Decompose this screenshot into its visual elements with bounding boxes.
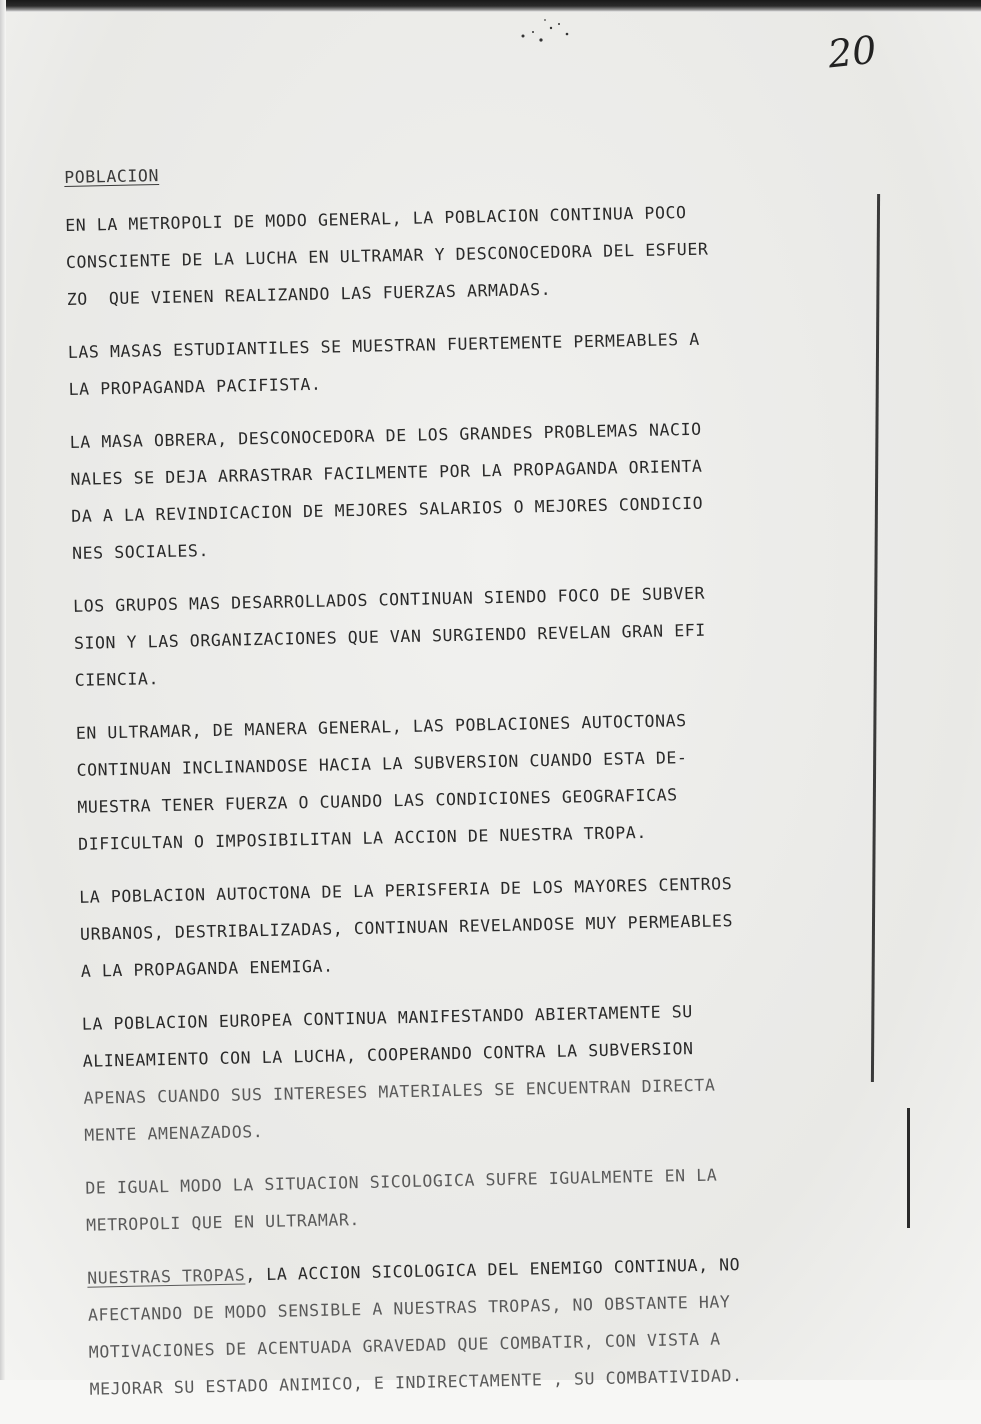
text-line: ALINEAMIENTO CON LA LUCHA, COOPERANDO CONTRA LA SUBVERSION <box>82 1039 694 1071</box>
text-line: CIENCIA. <box>74 669 160 690</box>
text-line: CONSCIENTE DE LA LUCHA EN ULTRAMAR Y DESCONOCEDORA DEL ESFUER <box>65 239 709 272</box>
text-line: ZO QUE VIENEN REALIZANDO LAS FUERZAS ARMADAS. <box>66 279 552 309</box>
section-heading: POBLACION <box>64 166 160 187</box>
text-line: A LA PROPAGANDA ENEMIGA. <box>80 956 334 981</box>
text-line: METROPOLI QUE EN ULTRAMAR. <box>85 1210 361 1235</box>
paragraph <box>73 571 905 699</box>
text-line: URBANOS, DESTRIBALIZADAS, CONTINUAN REVELANDOSE MUY PERMEABLES <box>79 911 734 944</box>
paragraph <box>67 317 898 408</box>
paragraph <box>82 988 915 1153</box>
page-top-shadow <box>0 0 981 12</box>
paragraph <box>75 697 908 862</box>
document-text <box>64 151 920 1424</box>
text-line: EN LA METROPOLI DE MODO GENERAL, LA POBLACION CONTINUA POCO <box>65 202 687 235</box>
text-line-rest: , LA ACCION SICOLOGICA DEL ENEMIGO CONTINUA, NO <box>245 1255 741 1285</box>
text-line: NALES SE DEJA ARRASTRAR FACILMENTE POR LA PROPAGANDA ORIENTA <box>70 456 703 489</box>
text-line: DE IGUAL MODO LA SITUACION SICOLOGICA SUFRE IGUALMENTE EN LA <box>85 1165 718 1198</box>
text-line: NES SOCIALES. <box>71 541 210 563</box>
text-line: CONTINUAN INCLINANDOSE HACIA LA SUBVERSION CUANDO ESTA DE- <box>76 748 688 780</box>
paragraph <box>69 407 902 572</box>
text-line: AFECTANDO DE MODO SENSIBLE A NUESTRAS TROPAS, NO OBSTANTE HAY <box>87 1292 731 1325</box>
ink-specks <box>515 14 595 54</box>
paragraph <box>85 1152 916 1243</box>
text-line: MEJORAR SU ESTADO ANIMICO, E INDIRECTAMENTE , SU COMBATIVIDAD. <box>89 1366 743 1399</box>
text-line: MENTE AMENAZADOS. <box>84 1122 264 1145</box>
text-line: MOTIVACIONES DE ACENTUADA GRAVEDAD QUE COMBATIR, CON VISTA A <box>88 1329 721 1362</box>
text-line: LA POBLACION AUTOCTONA DE LA PERISFERIA DE LOS MAYORES CENTROS <box>79 874 733 907</box>
text-line: APENAS CUANDO SUS INTERESES MATERIALES SE ENCUENTRAN DIRECTA <box>83 1075 716 1108</box>
underlined-lead: NUESTRAS TROPAS <box>87 1265 246 1288</box>
text-line: LA MASA OBRERA, DESCONOCEDORA DE LOS GRANDES PROBLEMAS NACIO <box>69 419 702 452</box>
page-left-shadow <box>0 0 6 1380</box>
text-line: LOS GRUPOS MAS DESARROLLADOS CONTINUAN SIENDO FOCO DE SUBVER <box>72 583 706 616</box>
text-line: LAS MASAS ESTUDIANTILES SE MUESTRAN FUERTEMENTE PERMEABLES A <box>67 329 700 362</box>
text-line: SION Y LAS ORGANIZACIONES QUE VAN SURGIENDO REVELAN GRAN EFI <box>73 620 707 653</box>
text-line: MUESTRA TENER FUERZA O CUANDO LAS CONDICIONES GEOGRAFICAS <box>77 785 678 817</box>
text-line: LA PROPAGANDA PACIFISTA. <box>68 374 322 399</box>
paragraph-nuestras-tropas <box>87 1242 920 1407</box>
paragraph <box>65 190 897 318</box>
paragraph <box>79 861 911 989</box>
text-line: LA POBLACION EUROPEA CONTINUA MANIFESTANDO ABIERTAMENTE SU <box>81 1002 693 1034</box>
text-line: EN ULTRAMAR, DE MANERA GENERAL, LAS POBLACIONES AUTOCTONAS <box>75 711 687 743</box>
text-line: DA A LA REVINDICACION DE MEJORES SALARIOS O MEJORES CONDICIO <box>71 493 704 526</box>
text-line: DIFICULTAN O IMPOSIBILITAN LA ACCION DE NUESTRA TROPA. <box>77 822 648 854</box>
page-number: 20 <box>825 27 879 77</box>
